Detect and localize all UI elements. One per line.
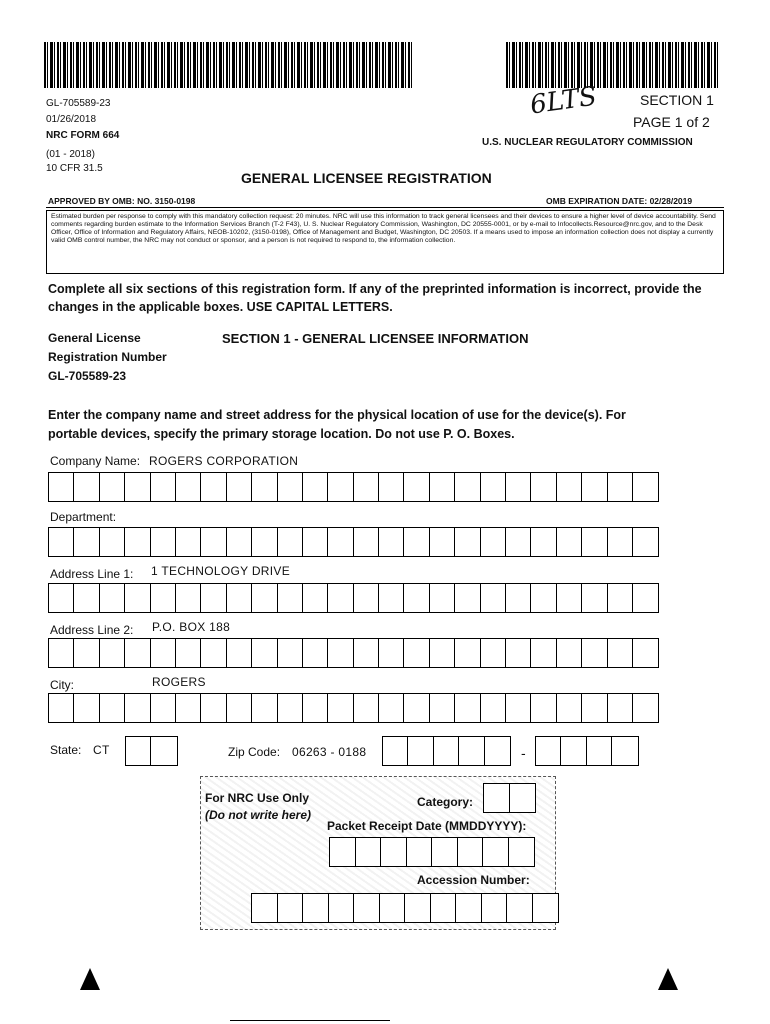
page-label: PAGE 1 of 2	[633, 114, 710, 130]
nrc-use-subtitle: (Do not write here)	[205, 808, 312, 822]
packet-date-label: Packet Receipt Date (MMDDYYYY):	[327, 819, 527, 833]
zip-label: Zip Code:	[228, 745, 281, 759]
cfr-reference: 10 CFR 31.5	[46, 163, 103, 174]
city-value: ROGERS	[152, 675, 206, 689]
bottom-rule	[230, 1020, 390, 1021]
address1-label: Address Line 1:	[50, 567, 134, 581]
company-value: ROGERS CORPORATION	[149, 454, 299, 468]
agency-name: U.S. NUCLEAR REGULATORY COMMISSION	[482, 137, 693, 148]
address-instructions: Enter the company name and street address for the physical location of use for the device(s). For portable devices, specify the primary storage location. Do not use P. O. Boxes.	[48, 408, 626, 441]
handwritten-mark: 6LTS	[528, 81, 599, 121]
registration-number: GL-705589-23	[48, 369, 127, 383]
zip-dash: -	[521, 745, 526, 761]
section-title: SECTION 1 - GENERAL LICENSEE INFORMATION	[222, 331, 529, 346]
address1-input-boxes[interactable]	[48, 583, 659, 613]
accession-input-boxes	[251, 893, 559, 923]
omb-expiration: OMB EXPIRATION DATE: 02/28/2019	[546, 196, 693, 206]
city-input-boxes[interactable]	[48, 693, 659, 723]
instructions: Complete all six sections of this registration form. If any of the preprinted information is incorrect, provide the changes in the applicable boxes. USE CAPITAL LETTERS.	[48, 282, 702, 314]
accession-label: Accession Number:	[417, 873, 530, 887]
alignment-marker-left	[80, 968, 100, 990]
barcode-left	[44, 42, 412, 88]
registration-label-1: General License	[48, 331, 141, 345]
header-rule	[46, 207, 724, 208]
omb-approved: APPROVED BY OMB: NO. 3150-0198	[48, 196, 196, 206]
burden-notice: Estimated burden per response to comply with this mandatory collection request: 20 minutes. NRC will use this information to track general licensees and their devices to ensure a higher level of device accountability. Send comments regarding burden estimate to the Information Services Branch (T-2 F43), U. S. Nuclear Regulatory Commission, Washington, DC 20555-0001, or by e-mail to Infocollects.Resource@nrc.gov, and to the Desk Officer, Office of Information and Regulatory Affairs, NEOB-10202, (3150-0198), Office of Management and Budget, Washington, DC 20503. If a means used to impose an information collection does not display a currently valid OMB control number, the NRC may not conduct or sponsor, and a person is not required to respond to, the information collection.	[46, 210, 724, 274]
address2-label: Address Line 2:	[50, 623, 134, 637]
address2-value: P.O. BOX 188	[152, 620, 231, 634]
department-input-boxes[interactable]	[48, 527, 659, 557]
zip-input-boxes[interactable]	[382, 736, 511, 766]
department-label: Department:	[50, 510, 117, 524]
nrc-use-only-box	[200, 776, 556, 930]
packet-date-input-boxes	[329, 837, 535, 867]
city-label: City:	[50, 678, 74, 692]
company-input-boxes[interactable]	[48, 472, 659, 502]
state-input-boxes[interactable]	[125, 736, 178, 766]
alignment-marker-right	[658, 968, 678, 990]
form-name: NRC FORM 664	[46, 130, 120, 141]
company-label: Company Name:	[50, 454, 141, 468]
form-date: 01/26/2018	[46, 114, 97, 125]
category-label: Category:	[417, 795, 474, 809]
form-title: GENERAL LICENSEE REGISTRATION	[241, 170, 492, 186]
state-value: CT	[93, 743, 110, 757]
state-label: State:	[50, 743, 82, 757]
zip-ext-input-boxes[interactable]	[535, 736, 639, 766]
address2-input-boxes[interactable]	[48, 638, 659, 668]
address1-value: 1 TECHNOLOGY DRIVE	[151, 564, 290, 578]
section-label: SECTION 1	[640, 92, 714, 108]
form-revision: (01 - 2018)	[46, 149, 95, 160]
category-input-boxes	[483, 783, 536, 813]
form-id: GL-705589-23	[46, 98, 111, 109]
registration-label-2: Registration Number	[48, 350, 167, 364]
nrc-use-title: For NRC Use Only	[205, 791, 310, 805]
barcode-right	[506, 42, 718, 88]
zip-value: 06263 - 0188	[292, 745, 367, 759]
